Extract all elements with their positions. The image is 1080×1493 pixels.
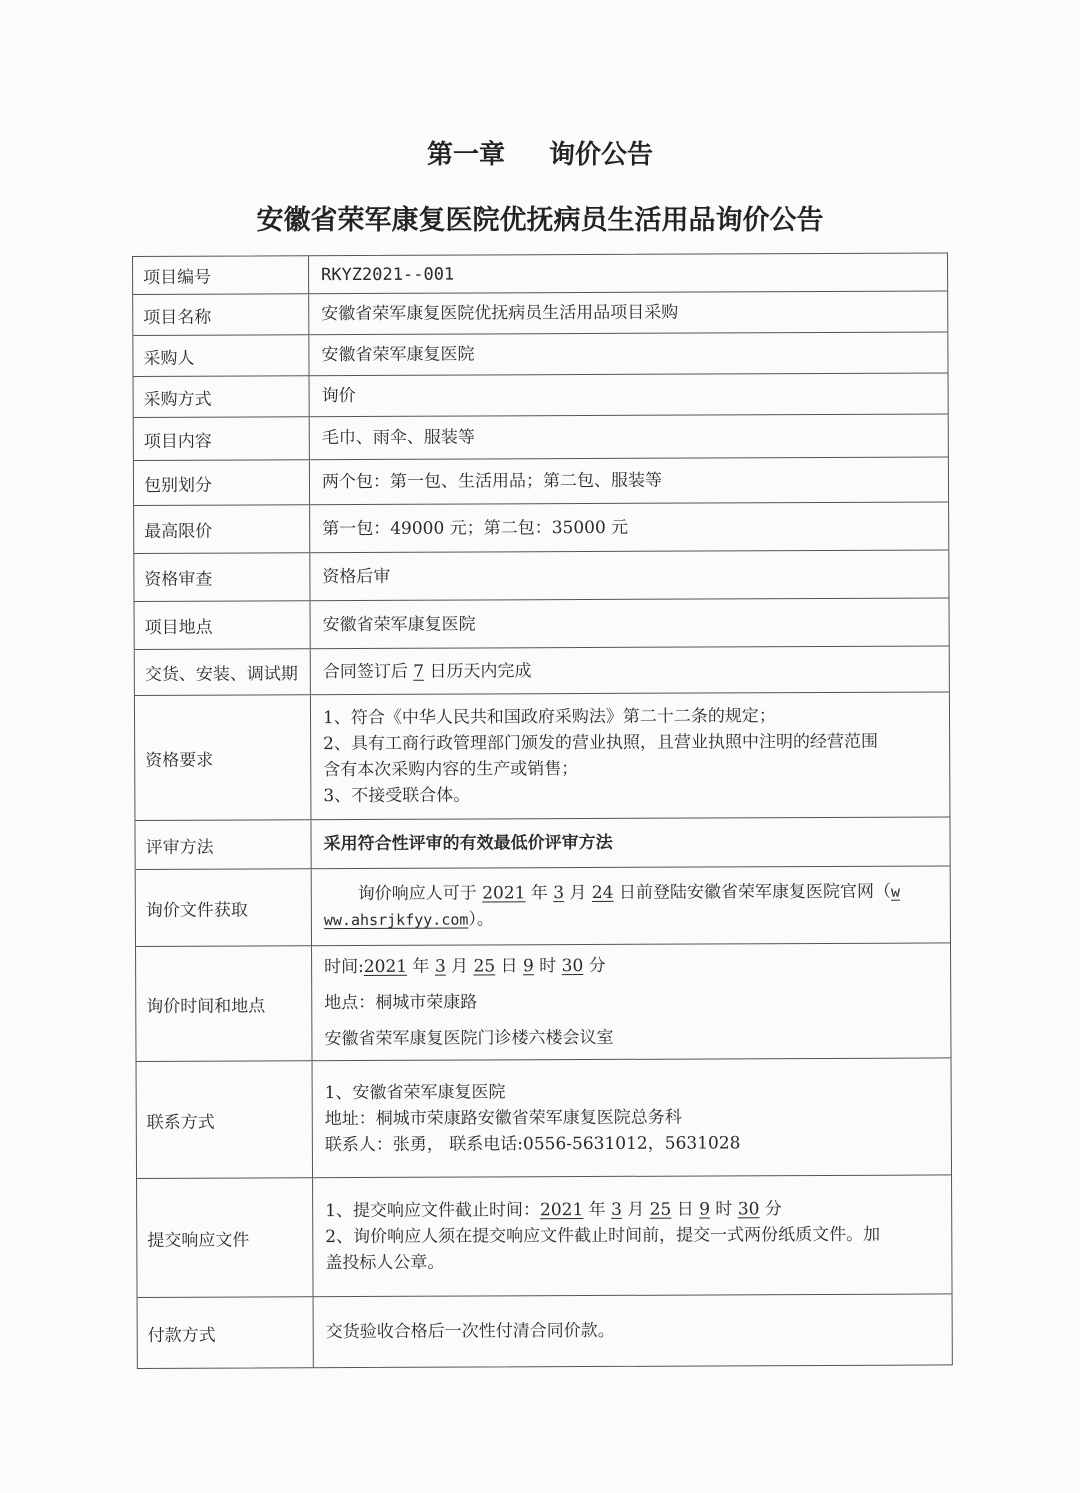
table-row bbox=[134, 456, 948, 505]
chapter-title: 询价公告 bbox=[549, 140, 654, 170]
row-value: 两个包：第一包、生活用品；第二包、服装等 bbox=[321, 470, 663, 493]
place-line: 地点：桐城市荣康路 bbox=[324, 992, 478, 1014]
table-row bbox=[134, 501, 948, 553]
time-minute: 30 bbox=[561, 956, 584, 977]
table-row bbox=[135, 597, 949, 649]
row-label: 付款方式 bbox=[138, 1297, 314, 1368]
time-label: 时间: bbox=[324, 956, 364, 978]
table-row bbox=[137, 1174, 952, 1297]
row-label: 采购方式 bbox=[134, 376, 310, 417]
row-label: 项目内容 bbox=[134, 417, 310, 460]
row-label: 资格要求 bbox=[135, 695, 312, 820]
time-hour: 9 bbox=[522, 956, 534, 977]
announcement-table bbox=[132, 252, 953, 1369]
table-row bbox=[137, 1057, 952, 1178]
table-row bbox=[133, 331, 947, 376]
requirement-line: 含有本次采购内容的生产或销售； bbox=[323, 759, 579, 781]
date-month: 3 bbox=[434, 956, 446, 977]
date-year: 2021 bbox=[482, 883, 526, 904]
website-url: w bbox=[890, 882, 901, 901]
text: 询价响应人可于 bbox=[357, 883, 483, 905]
row-label: 项目名称 bbox=[133, 294, 309, 335]
row-value bbox=[312, 943, 950, 1060]
table-row bbox=[135, 691, 950, 820]
time-minute: 30 bbox=[737, 1199, 760, 1220]
text: 年 bbox=[583, 1199, 612, 1221]
text: 分 bbox=[759, 1199, 782, 1220]
date-month: 3 bbox=[553, 883, 565, 904]
text: 时 bbox=[709, 1199, 738, 1220]
contact-line: 地址：桐城市荣康路安徽省荣军康复医院总务科 bbox=[324, 1107, 682, 1130]
time-hour: 9 bbox=[699, 1199, 711, 1220]
chapter-heading bbox=[0, 134, 1080, 171]
row-label: 询价文件获取 bbox=[136, 869, 312, 946]
date-day: 25 bbox=[649, 1199, 672, 1220]
date-day: 25 bbox=[473, 956, 496, 977]
date-day: 24 bbox=[591, 882, 614, 903]
row-value: 第一包：49000 元；第二包：35000 元 bbox=[322, 517, 629, 539]
row-label: 联系方式 bbox=[137, 1061, 314, 1178]
row-value bbox=[312, 866, 950, 945]
row-value bbox=[313, 1058, 952, 1177]
row-value: 毛巾、雨伞、服装等 bbox=[321, 427, 475, 449]
table-row bbox=[135, 645, 949, 695]
row-label: 资格审查 bbox=[134, 553, 310, 601]
text: 月 bbox=[445, 956, 474, 977]
table-row bbox=[135, 816, 949, 869]
requirement-line: 1、符合《中华人民共和国政府采购法》第二十二条的规定； bbox=[322, 706, 776, 729]
text: 时 bbox=[533, 956, 562, 977]
text: 月 bbox=[621, 1199, 650, 1220]
delivery-days: 7 bbox=[413, 661, 425, 682]
row-value: RKYZ2021--001 bbox=[321, 264, 455, 285]
delivery-suffix: 日历天内完成 bbox=[424, 660, 532, 682]
table-row bbox=[134, 549, 948, 601]
table-row bbox=[136, 865, 950, 946]
contact-line: 联系人：张勇， 联系电话:0556-5631012，5631028 bbox=[324, 1133, 741, 1156]
row-label: 最高限价 bbox=[134, 505, 310, 553]
table-row bbox=[136, 942, 950, 1061]
text: 年 bbox=[525, 883, 554, 904]
row-value bbox=[311, 692, 950, 819]
date-year: 2021 bbox=[539, 1200, 584, 1221]
text: 日 bbox=[671, 1199, 700, 1220]
text: 日 bbox=[495, 956, 524, 977]
row-label: 包别划分 bbox=[134, 460, 310, 505]
row-value bbox=[311, 646, 949, 694]
table-row bbox=[134, 413, 948, 460]
row-label: 提交响应文件 bbox=[137, 1178, 314, 1297]
table-row bbox=[133, 290, 947, 335]
website-url: ww.ahsrjkfyy.com bbox=[323, 910, 469, 930]
table-row bbox=[138, 1293, 952, 1368]
row-value: 询价 bbox=[321, 386, 356, 407]
row-value: 采用符合性评审的有效最低价评审方法 bbox=[323, 832, 613, 855]
requirement-line: 2、具有工商行政管理部门颁发的营业执照，且营业执照中注明的经营范围 bbox=[323, 731, 878, 755]
row-value: 安徽省荣军康复医院 bbox=[321, 344, 475, 366]
text: 1、提交响应文件截止时间： bbox=[325, 1200, 541, 1222]
document-title: 安徽省荣军康复医院优抚病员生活用品询价公告 bbox=[256, 205, 824, 236]
row-label: 询价时间和地点 bbox=[136, 946, 312, 1061]
row-value: 交货验收合格后一次性付清合同价款。 bbox=[325, 1320, 615, 1343]
row-label: 项目地点 bbox=[135, 601, 311, 649]
row-value bbox=[313, 1175, 952, 1296]
chapter-number: 第一章 bbox=[426, 140, 505, 170]
row-value: 安徽省荣军康复医院优抚病员生活用品项目采购 bbox=[321, 302, 679, 325]
row-label: 采购人 bbox=[133, 335, 309, 376]
submission-line: 2、询价响应人须在提交响应文件截止时间前，提交一式两份纸质文件。加 bbox=[325, 1224, 881, 1248]
table-row bbox=[134, 372, 948, 417]
text: 分 bbox=[583, 955, 606, 977]
row-value: 资格后审 bbox=[322, 566, 391, 587]
text: 年 bbox=[407, 956, 435, 977]
date-month: 3 bbox=[611, 1199, 622, 1220]
text: 月 bbox=[564, 882, 592, 904]
text: 日前登陆安徽省荣军康复医院官网（ bbox=[613, 881, 891, 903]
date-year: 2021 bbox=[363, 956, 408, 977]
submission-line: 盖投标人公章。 bbox=[325, 1252, 445, 1274]
table-row bbox=[133, 253, 947, 294]
requirement-line: 3、不接受联合体。 bbox=[323, 785, 471, 807]
contact-line: 1、安徽省荣军康复医院 bbox=[324, 1082, 506, 1104]
row-label: 交货、安装、调试期 bbox=[135, 649, 311, 695]
place-line: 安徽省荣军康复医院门诊楼六楼会议室 bbox=[324, 1027, 614, 1050]
row-value: 安徽省荣军康复医院 bbox=[322, 614, 476, 635]
row-label: 项目编号 bbox=[133, 256, 309, 294]
text: ）。 bbox=[468, 909, 494, 930]
delivery-prefix: 合同签订后 bbox=[322, 661, 414, 682]
row-label: 评审方法 bbox=[135, 820, 311, 869]
